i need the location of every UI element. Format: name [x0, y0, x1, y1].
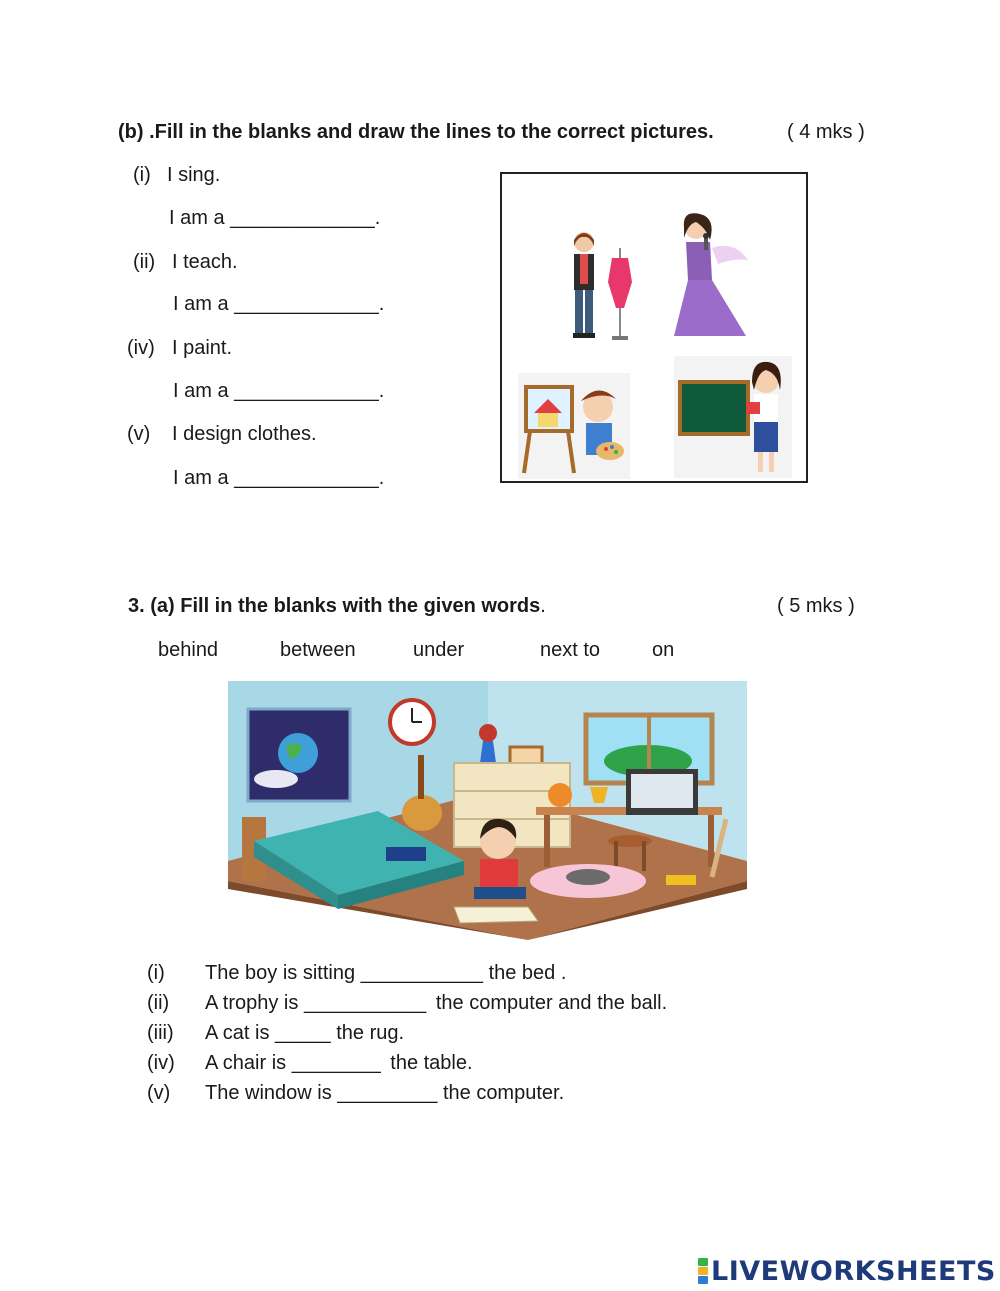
question-after: the rug.	[336, 1022, 405, 1044]
item-iv-sentence: I paint.	[172, 337, 233, 359]
question-ii-text	[205, 991, 667, 1015]
question-after: the computer and the ball.	[435, 992, 668, 1014]
bedroom-picture	[228, 681, 747, 940]
answer-blank[interactable]: _____________	[234, 380, 379, 402]
question-after: the computer.	[442, 1082, 565, 1104]
answer-prefix: I am a	[169, 207, 225, 229]
item-ii-number: (ii)	[133, 251, 156, 273]
section-3a-heading-text: 3. (a) Fill in the blanks with the given words	[128, 595, 541, 617]
question-after: the table.	[390, 1052, 473, 1074]
question-blank[interactable]: _________	[337, 1082, 438, 1104]
question-blank[interactable]: ________	[291, 1052, 381, 1074]
answer-blank[interactable]: _____________	[234, 293, 379, 315]
question-v-text	[205, 1081, 564, 1105]
section-3a-marks: ( 5 mks )	[777, 595, 855, 617]
question-iii-text	[205, 1021, 404, 1045]
answer-prefix: I am a	[173, 293, 229, 315]
answer-end: .	[378, 380, 385, 402]
section-b-heading: (b) .Fill in the blanks and draw the lines to the correct pictures.	[118, 121, 714, 143]
item-v-number: (v)	[127, 423, 151, 445]
answer-blank[interactable]: _____________	[234, 467, 379, 489]
item-ii-answer-line	[173, 292, 384, 316]
answer-prefix: I am a	[173, 380, 229, 402]
question-before: A trophy is	[205, 992, 299, 1014]
fashion-designer-picture[interactable]	[562, 228, 642, 346]
singer-picture[interactable]	[664, 210, 754, 344]
question-before: The boy is sitting	[205, 962, 356, 984]
word-bank-on[interactable]: on	[652, 639, 675, 661]
word-bank-under[interactable]: under	[413, 639, 465, 661]
question-i-text	[205, 961, 566, 985]
section-3a-heading-end: .	[540, 595, 546, 617]
question-before: A cat is	[205, 1022, 270, 1044]
item-ii-sentence: I teach.	[172, 251, 238, 273]
word-bank-next-to[interactable]: next to	[540, 639, 601, 661]
question-i-number: (i)	[147, 962, 165, 984]
logo-blocks-icon	[698, 1258, 708, 1284]
painter-picture[interactable]	[518, 373, 630, 479]
question-blank[interactable]: ___________	[360, 962, 483, 984]
item-v-answer-line	[173, 466, 384, 490]
question-blank[interactable]: _____	[275, 1022, 331, 1044]
answer-prefix: I am a	[173, 467, 229, 489]
question-iv-number: (iv)	[147, 1052, 175, 1074]
item-iv-answer-line	[173, 379, 384, 403]
answer-end: .	[378, 467, 385, 489]
question-blank[interactable]: ___________	[303, 992, 427, 1014]
word-bank-between[interactable]: between	[280, 639, 356, 661]
question-before: A chair is	[205, 1052, 287, 1074]
answer-blank[interactable]: _____________	[230, 207, 375, 229]
teacher-picture[interactable]	[674, 356, 792, 478]
section-b-marks: ( 4 mks )	[787, 121, 865, 143]
question-before: The window is	[205, 1082, 332, 1104]
occupation-pictures-box	[500, 172, 808, 483]
item-i-answer-line	[169, 206, 380, 230]
liveworksheets-logo[interactable]	[698, 1254, 996, 1288]
item-i-number: (i)	[133, 164, 151, 186]
section-3a-heading	[128, 594, 546, 618]
logo-text: LIVEWORKSHEETS	[711, 1255, 996, 1287]
question-v-number: (v)	[147, 1082, 171, 1104]
question-iii-number: (iii)	[147, 1022, 174, 1044]
answer-end: .	[378, 293, 385, 315]
word-bank-behind[interactable]: behind	[158, 639, 219, 661]
question-after: the bed .	[488, 962, 567, 984]
item-iv-number: (iv)	[127, 337, 155, 359]
question-iv-text	[205, 1051, 473, 1075]
question-ii-number: (ii)	[147, 992, 170, 1014]
item-v-sentence: I design clothes.	[172, 423, 317, 445]
item-i-sentence: I sing.	[167, 164, 221, 186]
answer-end: .	[374, 207, 381, 229]
